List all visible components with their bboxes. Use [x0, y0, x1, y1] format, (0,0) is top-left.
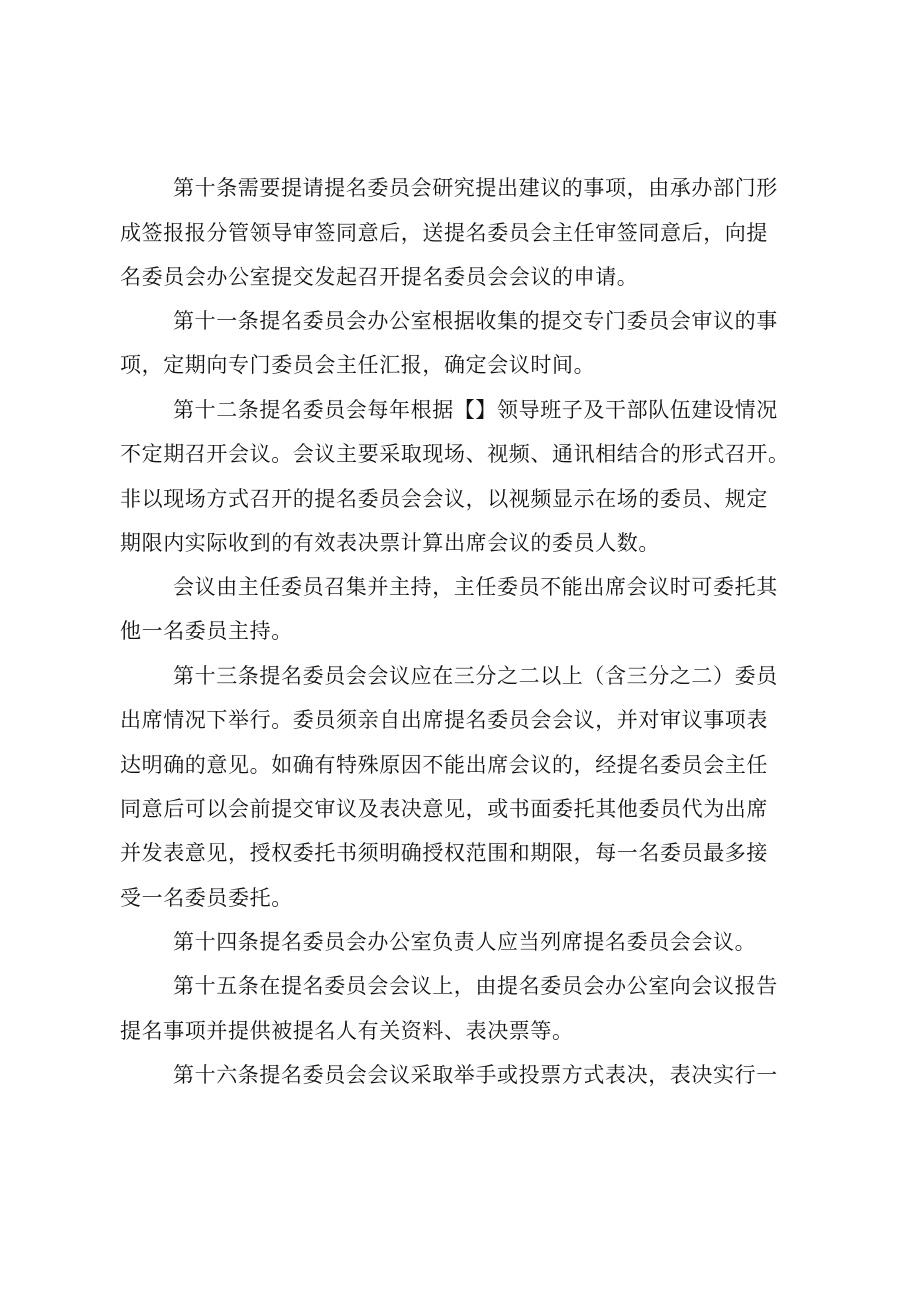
text-line: 第十六条提名委员会会议采取举手或投票方式表决，表决实行一 [173, 1063, 778, 1087]
text-line: 不定期召开会议。会议主要采取现场、视频、通讯相结合的形式召开。 [120, 442, 790, 466]
text-line: 期限内实际收到的有效表决票计算出席会议的委员人数。 [120, 531, 660, 555]
text-line: 他一名委员主持。 [120, 619, 293, 643]
text-line: 出席情况下举行。委员须亲自出席提名委员会会议，并对审议事项表 [120, 708, 768, 732]
text-line: 同意后可以会前提交审议及表决意见，或书面委托其他委员代为出席 [120, 797, 768, 821]
text-line: 提名事项并提供被提名人有关资料、表决票等。 [120, 1019, 574, 1043]
text-line: 受一名委员委托。 [120, 886, 293, 910]
text-line: 第十三条提名委员会会议应在三分之二以上（含三分之二）委员 [173, 664, 778, 688]
text-line: 并发表意见，授权委托书须明确授权范围和期限，每一名委员最多接 [120, 841, 768, 865]
text-line: 第十五条在提名委员会会议上，由提名委员会办公室向会议报告 [173, 974, 778, 998]
text-line: 第十二条提名委员会每年根据【】领导班子及干部队伍建设情况 [173, 398, 778, 422]
text-line: 第十一条提名委员会办公室根据收集的提交专门委员会审议的事 [173, 309, 778, 333]
text-line: 第十条需要提请提名委员会研究提出建议的事项，由承办部门形 [173, 176, 778, 200]
text-line: 成签报报分管领导审签同意后，送提名委员会主任审签同意后，向提 [120, 221, 768, 245]
text-line: 名委员会办公室提交发起召开提名委员会会议的申请。 [120, 265, 639, 289]
text-line: 会议由主任委员召集并主持，主任委员不能出席会议时可委托其 [173, 575, 778, 599]
text-line: 项，定期向专门委员会主任汇报，确定会议时间。 [120, 353, 596, 377]
text-line: 第十四条提名委员会办公室负责人应当列席提名委员会会议。 [173, 930, 757, 954]
text-line: 达明确的意见。如确有特殊原因不能出席会议的，经提名委员会主任 [120, 753, 768, 777]
text-line: 非以现场方式召开的提名委员会会议，以视频显示在场的委员、规定 [120, 487, 768, 511]
